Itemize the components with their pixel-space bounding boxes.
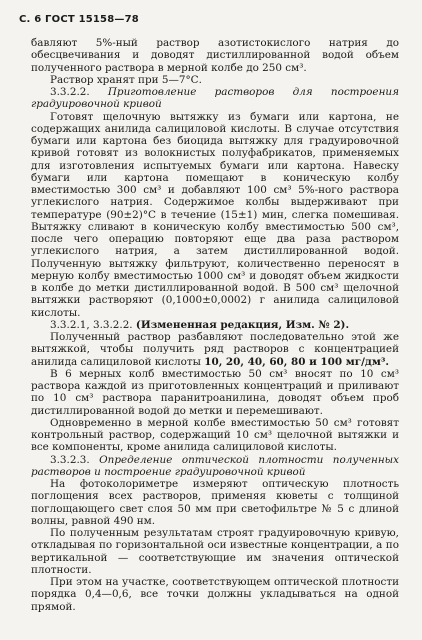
section-3-3-2-3-heading bbox=[31, 454, 399, 479]
paragraph-p6-text: Полученный раствор разбавляют последовательно этой же вытяжкой, чтобы получить ряд растворов с концентрацией анилида салициловой кислоты bbox=[31, 331, 399, 368]
paragraph-p8: Одновременно в мерной колбе вместимостью 50 см³ готовят контрольный раствор, содержащий 10 см³ щелочной вытяжки и все компоненты, кроме анилида салициловой кислоты. bbox=[31, 416, 399, 454]
section-title: Приготовление растворов для построения градуировочной кривой bbox=[31, 86, 399, 111]
section-3-3-2-2-heading bbox=[31, 86, 399, 111]
paragraph-p2: Раствор хранят при 5—7°С. bbox=[50, 73, 202, 86]
section-title: Определение оптической плотности полученных растворов и построение градуировочной кривой bbox=[31, 453, 399, 478]
paragraph-p11: По полученным результатам строят градуировочную кривую, откладывая по горизонтальной оси известные концентрации, а по вертикальной — соответствующие им значения оптической плотности. bbox=[31, 527, 399, 576]
page-header: С. 6 ГОСТ 15158—78 bbox=[19, 14, 139, 25]
document-body bbox=[31, 37, 399, 613]
paragraph-p10: На фотоколориметре измеряют оптическую плотность поглощения всех растворов, применяя кюветы с толщиной поглощающего свет слоя 50 мм при светофильтре № 5 с длиной волны, равной 490 нм. bbox=[31, 478, 399, 527]
amendment-text: (Измененная редакция, Изм. № 2). bbox=[135, 318, 350, 331]
paragraph-p12: При этом на участке, соответствующем оптической плотности порядка 0,4—0,6, все точки должны укладываться на одной прямой. bbox=[31, 576, 399, 613]
section-number: 3.3.2.2. bbox=[50, 86, 108, 98]
concentration-values: 10, 20, 40, 60, 80 и 100 мг/дм³. bbox=[204, 355, 390, 368]
section-number: 3.3.2.3. bbox=[50, 453, 100, 466]
amendment-sections: 3.3.2.1, 3.3.2.2. bbox=[50, 318, 136, 331]
paragraph-p7: В 6 мерных колб вместимостью 50 см³ вносят по 10 см³ раствора каждой из приготовленных концентраций и приливают по 10 см³ раствора паранитроанилина, доводят объем проб дистиллированной водой до метки и перемешивают. bbox=[31, 367, 399, 417]
amendment-note bbox=[31, 319, 399, 331]
paragraph-p6 bbox=[31, 331, 399, 368]
paragraph-p4: Готовят щелочную вытяжку из бумаги или картона, не содержащих анилида салициловой кислоты. В случае отсутствия бумаги или картона без биоцида вытяжку для градуировочной кривой готовят из волокнистых полуфабрикатов, применяемых для изготовления испытуемых бумаги или картона. Навеску бумаги или картона помещают в коническую колбу вместимостью 300 см³ и добавляют 100 см³ 5%-ного раствора углекислого натрия. Содержимое колбы выдерживают при температуре (90±2)°С в течение (15±1) мин, слегка помешивая. Вытяжку сливают в коническую колбу вместимостью 500 см³, после чего операцию повторяют еще два раза раствором углекислого натрия, а затем дистиллированной водой. Полученную вытяжку фильтруют, количественно переносят в мерную колбу вместимостью 1000 см³ и доводят объем жидкости в колбе до метки дистиллированной водой. В 500 см³ щелочной вытяжки растворяют (0,1000±0,0002) г анилида салициловой кислоты. bbox=[31, 110, 399, 319]
paragraph-p1: бавляют 5%-ный раствор азотистокислого натрия до обесцвечивания и доводят дистиллированной водой объем полученного раствора в мерной колбе до 250 см³. bbox=[31, 37, 399, 74]
